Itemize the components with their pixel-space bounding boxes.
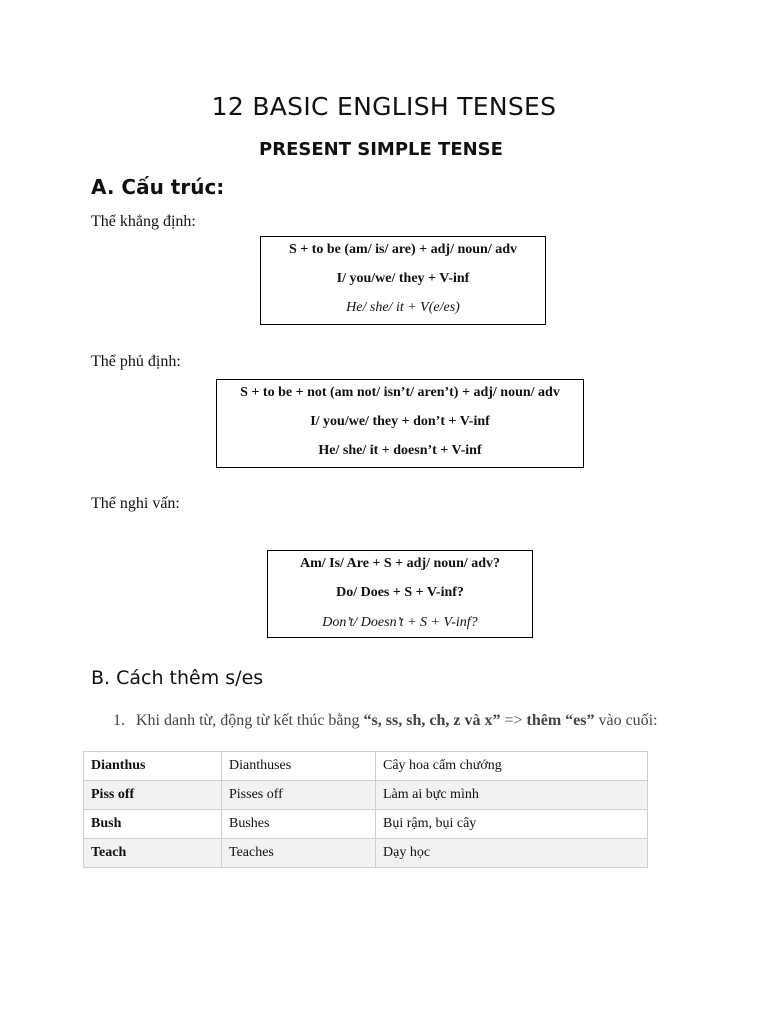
table-row xyxy=(84,839,648,868)
table-cell-form: Pisses off xyxy=(222,781,376,810)
negative-label: Thể phủ định: xyxy=(91,353,181,370)
formula-line: He/ she/ it + V(e/es) xyxy=(346,300,460,315)
affirmative-formula-box xyxy=(260,236,546,325)
affirmative-label: Thể khẳng định: xyxy=(91,213,196,230)
table-row xyxy=(84,752,648,781)
table-cell-meaning: Dạy học xyxy=(376,839,648,868)
section-a-heading: A. Cấu trúc: xyxy=(91,175,225,199)
table-cell-form: Teaches xyxy=(222,839,376,868)
list-number: 1. xyxy=(113,712,125,729)
table-row xyxy=(84,810,648,839)
table-cell-meaning: Cây hoa cẩm chướng xyxy=(376,752,648,781)
formula-line: Don’t/ Doesn’t + S + V-inf? xyxy=(322,615,478,630)
formula-line: Am/ Is/ Are + S + adj/ noun/ adv? xyxy=(299,556,501,571)
formula-line: I/ you/we/ they + don’t + V-inf xyxy=(310,414,490,429)
table-cell-word: Piss off xyxy=(84,781,222,810)
table-cell-form: Dianthuses xyxy=(222,752,376,781)
interrogative-label: Thể nghi vấn: xyxy=(91,495,180,512)
table-cell-form: Bushes xyxy=(222,810,376,839)
es-examples-table xyxy=(83,751,648,868)
table-cell-word: Bush xyxy=(84,810,222,839)
table-cell-word: Dianthus xyxy=(84,752,222,781)
negative-formula-box xyxy=(216,379,584,468)
formula-line: S + to be (am/ is/ are) + adj/ noun/ adv xyxy=(288,242,518,257)
table-cell-meaning: Bụi rậm, bụi cây xyxy=(376,810,648,839)
formula-line: S + to be + not (am not/ isn’t/ aren’t) + adj/ noun/ adv xyxy=(240,385,560,400)
interrogative-formula-box xyxy=(267,550,533,638)
formula-line: He/ she/ it + doesn’t + V-inf xyxy=(318,443,482,458)
table-cell-meaning: Làm ai bực mình xyxy=(376,781,648,810)
table-cell-word: Teach xyxy=(84,839,222,868)
document-subtitle: PRESENT SIMPLE TENSE xyxy=(259,139,503,160)
document-title: 12 BASIC ENGLISH TENSES xyxy=(211,92,557,121)
formula-line: I/ you/we/ they + V-inf xyxy=(336,271,470,286)
table-row xyxy=(84,781,648,810)
section-b-heading: B. Cách thêm s/es xyxy=(91,667,264,689)
list-text: Khi danh từ, động từ kết thúc bằng “s, ss, sh, ch, z và x” => thêm “es” vào cuối: xyxy=(136,712,658,729)
formula-line: Do/ Does + S + V-inf? xyxy=(336,585,464,600)
